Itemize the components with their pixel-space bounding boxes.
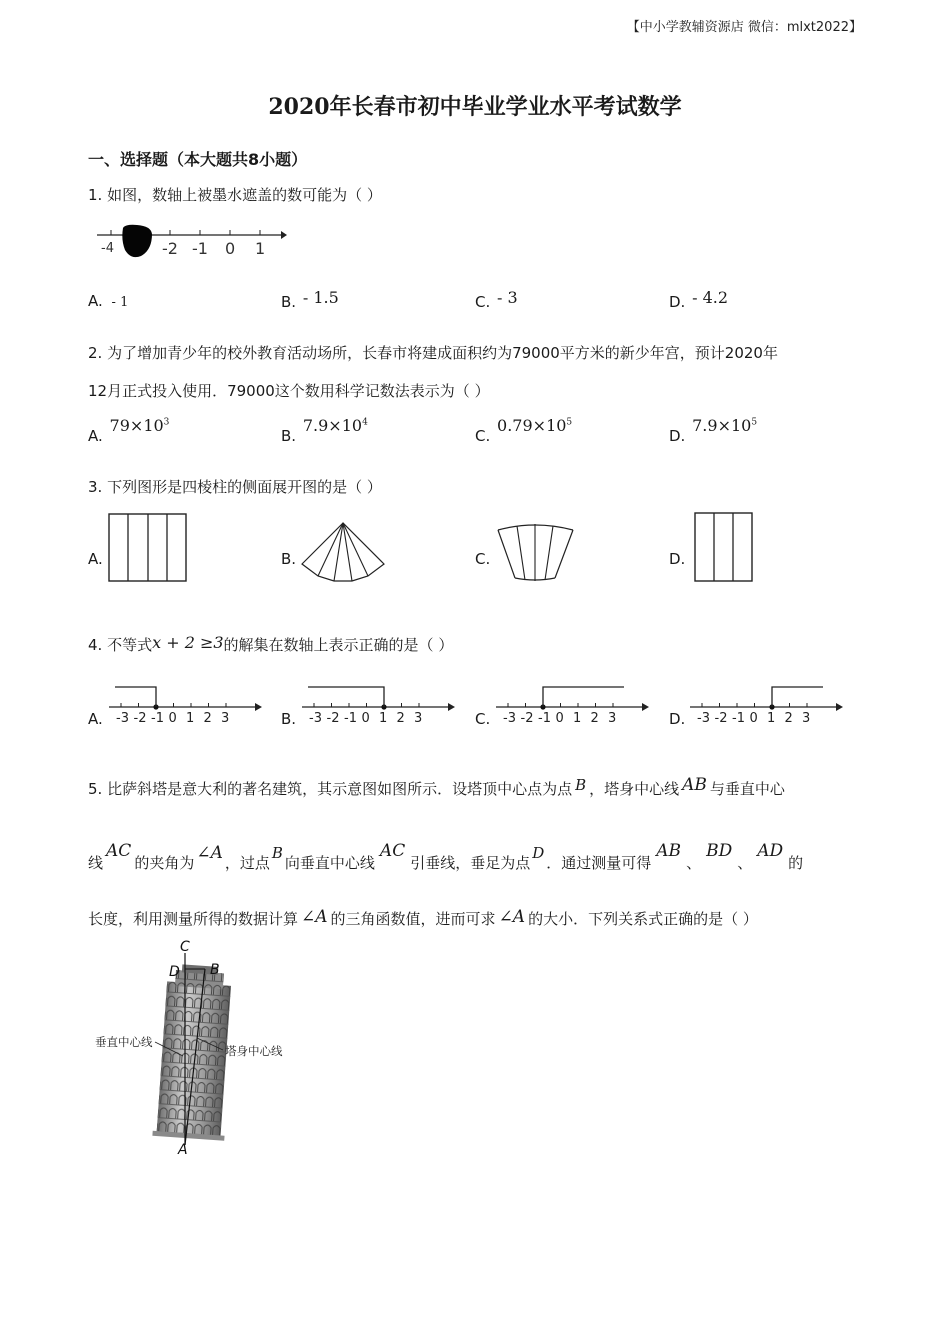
- q5-segment-ad: AD: [757, 841, 784, 861]
- label-b: B: [210, 962, 220, 978]
- tick-label: -3: [116, 711, 129, 726]
- tick-label: 3: [802, 711, 811, 726]
- q3-figure-d: [694, 512, 754, 583]
- q1-option-b[interactable]: [281, 288, 339, 311]
- option-letter: A.: [88, 427, 103, 445]
- q5-separator: 、: [737, 854, 753, 872]
- mantissa: 7.9: [692, 416, 718, 435]
- q5-text: 的夹角为: [134, 854, 195, 872]
- option-letter: D.: [669, 293, 686, 311]
- tick-label: 1: [767, 711, 776, 726]
- q2-stem-line2: 12月正式投入使用．79000这个数用科学记数法表示为（ ）: [88, 382, 490, 400]
- q5-text: ．通过测量可得: [546, 854, 652, 872]
- q2-option-c[interactable]: [475, 416, 573, 445]
- q5-segment-ab: AB: [682, 775, 707, 795]
- q5-text: ，塔身中心线: [589, 780, 680, 798]
- q3-figure-b: [300, 520, 386, 586]
- q5-segment-ac: AC: [106, 841, 132, 861]
- exponent: 3: [163, 417, 170, 428]
- q3-option-a[interactable]: A.: [88, 550, 103, 568]
- tick-label: 2: [203, 711, 212, 726]
- q1-tick-0: 0: [225, 239, 236, 258]
- q1-tick--2: -2: [162, 239, 178, 258]
- option-letter: A.: [88, 292, 103, 310]
- option-value: - 4.2: [692, 288, 729, 307]
- option-value: - 1: [111, 295, 129, 310]
- q5-angle-a: ∠A: [498, 907, 526, 927]
- q5-text: 长度，利用测量所得的数据计算: [88, 910, 299, 928]
- q5-text: 线: [88, 854, 104, 872]
- q4-stem-pre: 4. 不等式: [88, 636, 153, 654]
- q5-segment-ab: AB: [656, 841, 682, 861]
- q4-number-line-c: [494, 682, 650, 726]
- q5-text: ，过点: [224, 854, 270, 872]
- q5-separator: 、: [686, 854, 702, 872]
- q5-angle-a: ∠A: [301, 907, 328, 927]
- q5-point-d: D: [532, 844, 545, 862]
- q5-angle-a: ∠A: [196, 843, 223, 863]
- header-shop-info: 【中小学教辅资源店 微信：mlxt2022】: [626, 20, 862, 35]
- q5-text: 引垂线，垂足为点: [410, 854, 531, 872]
- q5-text: 的三角函数值，进而可求: [330, 910, 496, 928]
- q2-option-d[interactable]: [669, 416, 758, 445]
- option-value: - 3: [497, 288, 518, 307]
- q5-text: 5. 比萨斜塔是意大利的著名建筑，其示意图如图所示．设塔顶中心点为点: [88, 780, 573, 798]
- ink-blot: [122, 225, 152, 257]
- solution-ray: [772, 687, 823, 707]
- mantissa: 79: [109, 416, 130, 435]
- solution-ray: [543, 687, 624, 707]
- solution-ray: [308, 687, 384, 707]
- q4-option-b[interactable]: B.: [281, 710, 297, 728]
- tick-label: -1: [151, 711, 164, 726]
- tick-label: 0: [749, 711, 758, 726]
- times-ten: ×10: [129, 416, 164, 435]
- option-letter: D.: [669, 427, 686, 445]
- label-tower-center-line: 塔身中心线: [225, 1044, 283, 1058]
- tick-label: -1: [538, 711, 551, 726]
- q5-point-b: B: [575, 776, 587, 794]
- tick-label: -1: [732, 711, 745, 726]
- q2-option-b[interactable]: [281, 416, 368, 445]
- tick-label: 1: [379, 711, 388, 726]
- q5-text: 向垂直中心线: [284, 854, 375, 872]
- tick-label: 1: [186, 711, 195, 726]
- option-letter: C.: [475, 427, 491, 445]
- times-ten: ×10: [532, 416, 567, 435]
- option-letter: C.: [475, 293, 491, 311]
- q3-option-d[interactable]: D.: [669, 550, 686, 568]
- q1-option-c[interactable]: [475, 288, 518, 311]
- tick-label: 1: [573, 711, 582, 726]
- label-d: D: [169, 964, 180, 980]
- q1-tick--4: -4: [101, 241, 114, 256]
- section-heading: 一、选择题（本大题共8小题）: [88, 150, 308, 169]
- q5-line3: [88, 908, 758, 929]
- q4-number-line-b: [300, 682, 456, 726]
- q5-text: 的大小．下列关系式正确的是（ ）: [528, 910, 758, 928]
- tick-label: 2: [590, 711, 599, 726]
- tick-label: 3: [221, 711, 230, 726]
- q4-stem: [88, 634, 453, 655]
- q3-figure-a: [108, 513, 188, 583]
- q1-tick--1: -1: [192, 239, 208, 258]
- q4-number-line-d: [688, 682, 844, 726]
- q5-segment-bd: BD: [706, 841, 733, 861]
- q1-tick-1: 1: [255, 239, 266, 258]
- tick-label: 0: [555, 711, 564, 726]
- q5-tower-figure: [95, 938, 310, 1158]
- exponent: 4: [362, 417, 368, 428]
- tick-label: -2: [714, 711, 728, 726]
- times-ten: ×10: [328, 416, 363, 435]
- option-value: - 1.5: [302, 288, 339, 307]
- q5-line2: [88, 841, 804, 873]
- q5-point-b: B: [271, 844, 283, 862]
- exponent: 5: [751, 417, 758, 428]
- tick-label: -3: [697, 711, 710, 726]
- q4-option-a[interactable]: A.: [88, 710, 103, 728]
- q1-number-line: [95, 220, 290, 265]
- tick-label: -2: [326, 711, 340, 726]
- tick-label: 0: [168, 711, 177, 726]
- q4-inequality: x + 2 ≥3: [152, 633, 224, 652]
- tick-label: 0: [361, 711, 370, 726]
- q5-segment-ac: AC: [379, 841, 406, 861]
- q5-text: 与垂直中心: [709, 780, 785, 798]
- tick-label: 3: [608, 711, 617, 726]
- mantissa: 7.9: [302, 416, 329, 435]
- q4-option-c[interactable]: C.: [475, 710, 491, 728]
- tower-body: [152, 963, 236, 1141]
- tick-label: -3: [309, 711, 322, 726]
- q2-stem-line1: 2. 为了增加青少年的校外教育活动场所，长春市将建成面积约为79000平方米的新少年宫，预计2020年: [88, 344, 778, 362]
- tick-label: 2: [396, 711, 405, 726]
- tick-label: -3: [503, 711, 516, 726]
- q1-option-d[interactable]: [669, 288, 729, 311]
- axis-arrow: [448, 703, 455, 711]
- q5-text: 的: [788, 854, 804, 872]
- tick-label: -2: [520, 711, 534, 726]
- option-letter: B.: [281, 427, 297, 445]
- exponent: 5: [566, 417, 573, 428]
- label-c: C: [180, 939, 190, 955]
- option-letter: B.: [281, 293, 297, 311]
- q3-option-c[interactable]: C.: [475, 550, 491, 568]
- q3-stem: 3. 下列图形是四棱柱的侧面展开图的是（ ）: [88, 478, 382, 496]
- q1-option-a[interactable]: [88, 292, 128, 310]
- q2-option-a[interactable]: [88, 416, 170, 445]
- tick-label: 2: [784, 711, 793, 726]
- q3-figure-c: [495, 518, 577, 584]
- axis-arrow: [642, 703, 649, 711]
- axis-arrow: [836, 703, 843, 711]
- axis-arrow: [255, 703, 262, 711]
- label-vertical-center-line: 垂直中心线: [95, 1035, 153, 1049]
- q3-option-b[interactable]: B.: [281, 550, 297, 568]
- page-title: 2020年长春市初中毕业学业水平考试数学: [268, 94, 682, 120]
- tick-label: -1: [344, 711, 357, 726]
- q4-stem-post: 的解集在数轴上表示正确的是（ ）: [223, 636, 454, 654]
- times-ten: ×10: [717, 416, 752, 435]
- q5-line1: [88, 775, 785, 799]
- mantissa: 0.79: [497, 416, 533, 435]
- q4-option-d[interactable]: D.: [669, 710, 686, 728]
- tick-label: -2: [133, 711, 147, 726]
- tick-label: 3: [414, 711, 423, 726]
- q1-stem: 1. 如图，数轴上被墨水遮盖的数可能为（ ）: [88, 186, 382, 204]
- q4-number-line-a: [107, 682, 263, 726]
- label-a: A: [178, 1142, 188, 1158]
